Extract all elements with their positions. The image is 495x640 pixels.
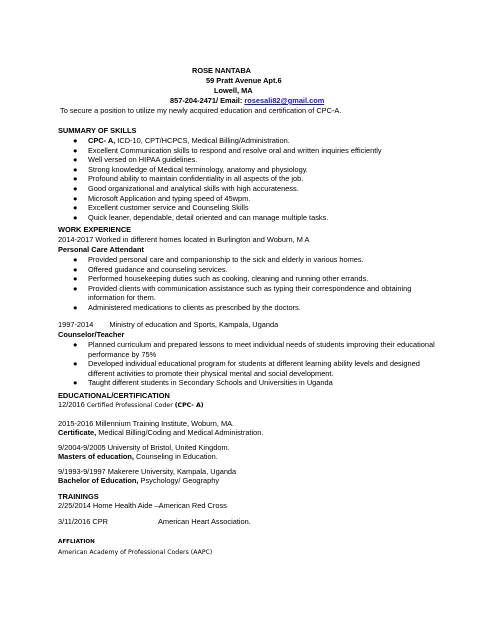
- training-2: [58, 517, 251, 527]
- edu2-degree-bold: Masters of education,: [58, 452, 134, 461]
- edu3-degree-bold: Bachelor of Education,: [58, 476, 139, 485]
- job1-list: [73, 255, 412, 313]
- duty-text-cont: performance by 75%: [88, 349, 157, 359]
- bullet-icon: ●: [73, 255, 78, 264]
- skill-text: Excellent Communication skills to respond and resolve oral and written inquiries efficiently: [88, 145, 382, 155]
- bullet-icon: ●: [73, 145, 78, 155]
- edu3-degree: [58, 476, 219, 486]
- work-heading: WORK EXPERIENCE: [58, 225, 132, 234]
- bullet-icon: ●: [73, 193, 78, 203]
- duty-item: [73, 255, 411, 265]
- job1-line: 2014-2017 Worked in different homes located in Burlington and Woburn, M A: [58, 235, 310, 244]
- bullet-icon: ●: [73, 136, 78, 145]
- duty-text: Provided personal care and companionship to the sick and elderly in various homes.: [88, 255, 364, 264]
- edu2-line: 9/2004-9/2005 University of Bristol, United Kingdom.: [58, 443, 230, 452]
- training-1: 2/25/2014 Home Health Aide –American Red Cross: [58, 501, 227, 510]
- education-heading: EDUCATIONAL/CERTIFICATION: [58, 391, 170, 400]
- edu3-degree-text: Psychology/ Geography: [138, 476, 220, 485]
- bullet-icon: ●: [73, 283, 78, 293]
- job2-title: Counselor/Teacher: [58, 330, 125, 339]
- job2-line: [58, 320, 278, 330]
- duty-item: [73, 264, 411, 275]
- address-line-2: Lowell, MA: [214, 86, 253, 95]
- skill-item: [73, 212, 382, 223]
- skill-item: [73, 136, 382, 146]
- skill-text: Well versed on HIPAA guidelines.: [88, 155, 198, 165]
- cert-line: [58, 400, 204, 411]
- cert-date: 12/2016: [58, 400, 87, 409]
- training-2-org: American Heart Association.: [158, 517, 251, 526]
- skill-text: Good organizational and analytical skills with high accurateness.: [88, 183, 299, 193]
- skill-item: [73, 203, 382, 213]
- skill-text: Profound ability to maintain confidentiality in all aspects of the job.: [88, 174, 304, 184]
- bullet-icon: ●: [73, 155, 78, 165]
- bullet-icon: ●: [73, 174, 78, 184]
- skill-item: [73, 183, 382, 194]
- skill-text: Strong knowledge of Medical terminology, anatomy and physiology.: [88, 164, 308, 174]
- bullet-icon: ●: [73, 340, 78, 349]
- bullet-icon: ●: [73, 203, 78, 213]
- duty-text: Taught different students in Secondary Schools and Universities in Uganda: [88, 378, 333, 388]
- cert-name: Certified Professional Coder: [86, 402, 175, 409]
- phone-label: 857-204-2471/ Email:: [170, 96, 245, 105]
- edu1-degree-bold: Certificate,: [58, 428, 97, 437]
- bullet-icon: ●: [73, 212, 78, 222]
- trainings-heading: TRAININGS: [58, 492, 99, 501]
- duty-text: Provided clients with communication assistance such as typing their correspondence and obtaining: [88, 283, 412, 293]
- skill-text: ICD-10, CPT/HCPCS, Medical Billing/Administration.: [115, 136, 290, 145]
- training-2-date: 3/11/2016 CPR: [58, 517, 108, 526]
- duty-item: [73, 274, 411, 284]
- bullet-icon: ●: [73, 264, 78, 274]
- bullet-icon: ●: [73, 183, 78, 193]
- affiliation-org: American Academy of Professional Coders (AAPC): [58, 549, 213, 556]
- skill-item: [73, 155, 382, 165]
- edu1-degree: [58, 428, 263, 438]
- skill-item: [73, 145, 382, 156]
- skill-item: [73, 164, 382, 175]
- duty-text: Offered guidance and counseling services.: [88, 264, 228, 274]
- bullet-icon: ●: [73, 164, 78, 174]
- cert-abbr: (CPC- A): [174, 402, 204, 409]
- duty-text-cont: different activities to promote their physical mental and social development.: [88, 368, 334, 378]
- edu1-degree-text: Medical Billing/Coding and Medical Administration.: [96, 428, 264, 437]
- edu1-line: 2015-2016 Millennium Training Institute, Woburn, MA.: [58, 419, 235, 428]
- bullet-icon: ●: [73, 274, 78, 284]
- skill-bold: CPC- A,: [88, 136, 116, 145]
- duty-text-cont: information for them.: [88, 293, 156, 303]
- duty-text: Planned curriculum and prepared lessons to meet individual needs of students improving their educational: [88, 340, 435, 349]
- contact-line: [170, 96, 324, 106]
- skill-item: [73, 193, 382, 204]
- job1-title: Personal Care Attendant: [58, 245, 144, 254]
- affiliation-heading: AFFLIATION: [58, 539, 95, 545]
- duty-item: [73, 359, 435, 378]
- bullet-icon: ●: [73, 302, 78, 312]
- address-line-1: 59 Pratt Avenue Apt.6: [206, 76, 282, 85]
- job2-list: [73, 340, 435, 388]
- skills-list: [73, 136, 382, 222]
- bullet-icon: ●: [73, 378, 78, 388]
- job2-org: Ministry of education and Sports, Kampala, Uganda: [109, 320, 279, 329]
- duty-text: Administered medications to clients as prescribed by the doctors.: [88, 302, 301, 312]
- skill-text: Excellent customer service and Counseling Skills: [88, 203, 249, 213]
- edu3-line: 9/1993-9/1997 Makerere University, Kampala, Uganda: [58, 467, 237, 476]
- skill-text: Quick leaner, dependable, detail oriented and can manage multiple tasks.: [88, 212, 329, 222]
- job2-years: 1997-2014: [58, 320, 94, 329]
- duty-item: [73, 302, 411, 313]
- duty-text: Developed individual educational program for students at different learning ability levels and designed: [88, 359, 420, 369]
- skill-item: [73, 174, 382, 184]
- edu2-degree: [58, 452, 218, 462]
- bullet-icon: ●: [73, 359, 78, 369]
- edu2-degree-text: Counseling in Education.: [133, 452, 218, 461]
- duty-item: [73, 378, 435, 388]
- objective: To secure a position to utilize my newly acquired education and certification of CPC-A.: [60, 106, 342, 115]
- duty-item: [73, 340, 435, 359]
- candidate-name: ROSE NANTABA: [192, 66, 251, 75]
- skills-heading: SUMMARY OF SKILLS: [58, 126, 137, 135]
- duty-text: Performed housekeeping duties such as cooking, cleaning and running other errands.: [88, 274, 369, 284]
- email-link[interactable]: rosesali82@gmail.com: [244, 96, 325, 105]
- duty-item: [73, 283, 412, 303]
- skill-text: Microsoft Application and typing speed of 45wpm.: [88, 193, 251, 203]
